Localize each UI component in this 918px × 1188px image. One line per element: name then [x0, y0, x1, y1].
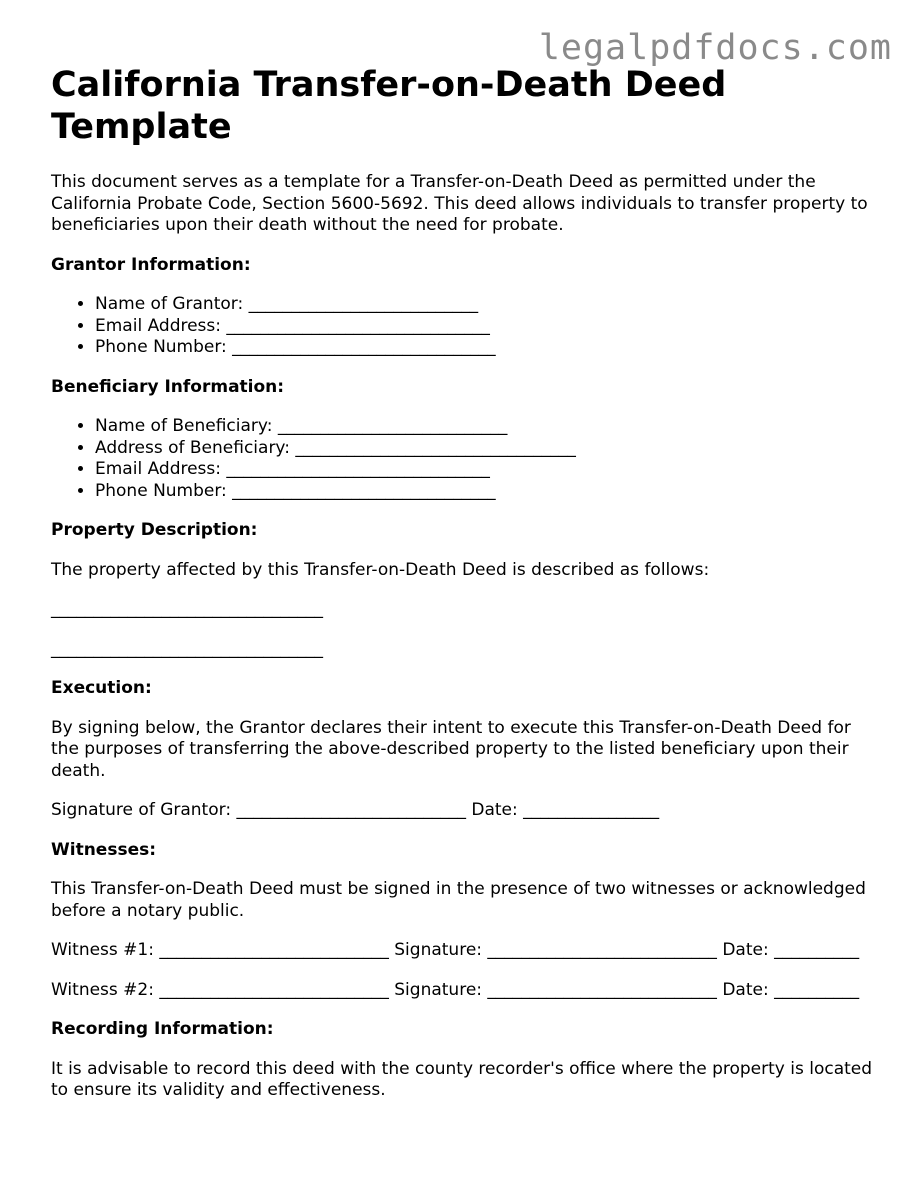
witness-1-line: Witness #1: ___________________________ Signature: ___________________________ Date: __________ [51, 940, 860, 960]
beneficiary-email-field: • Email Address: _______________________________ [95, 459, 881, 481]
witnesses-heading: Witnesses: [51, 839, 157, 860]
page-title: California Transfer-on-Death Deed Template [51, 65, 727, 147]
property-heading: Property Description: [51, 520, 258, 540]
document-page [51, 64, 881, 1120]
intro-paragraph: This document serves as a template for a Transfer-on-Death Deed as permitted under the California Probate Code, Section 5600-5692. This deed allows individuals to transfer property to beneficiaries upon their death without the need for probate. [51, 172, 868, 235]
grantor-phone-field: • Phone Number: _______________________________ [95, 337, 881, 359]
property-line-2: ________________________________ [51, 638, 323, 659]
beneficiary-address-field: • Address of Beneficiary: _________________________________ [95, 438, 881, 460]
grantor-heading: Grantor Information: [51, 254, 251, 275]
witness-2-line: Witness #2: ___________________________ Signature: ___________________________ Date: __________ [51, 979, 860, 1000]
grantor-signature-line: Signature of Grantor: ___________________________ Date: ________________ [51, 800, 660, 820]
execution-text: By signing below, the Grantor declares their intent to execute this Transfer-on-Death Deed for the purposes of transferring the above-described property to the listed beneficiary upon their death. [51, 717, 851, 781]
beneficiary-phone-field: • Phone Number: _______________________________ [95, 481, 881, 503]
grantor-email-field: • Email Address: _______________________________ [95, 316, 881, 338]
grantor-list [51, 294, 881, 359]
witnesses-text: This Transfer-on-Death Deed must be signed in the presence of two witnesses or acknowledged before a notary public. [51, 879, 866, 921]
beneficiary-list [51, 416, 881, 502]
property-text: The property affected by this Transfer-on-Death Deed is described as follows: [51, 559, 710, 580]
beneficiary-heading: Beneficiary Information: [51, 376, 285, 397]
recording-heading: Recording Information: [51, 1019, 274, 1039]
grantor-name-field: • Name of Grantor: ___________________________ [95, 294, 881, 316]
recording-text: It is advisable to record this deed with the county recorder's office where the property is located to ensure its validity and effectiveness. [51, 1058, 873, 1100]
beneficiary-name-field: • Name of Beneficiary: ___________________________ [95, 416, 881, 438]
watermark: legalpdfdocs.com [538, 28, 892, 68]
property-line-1: ________________________________ [51, 599, 323, 619]
execution-heading: Execution: [51, 678, 152, 698]
